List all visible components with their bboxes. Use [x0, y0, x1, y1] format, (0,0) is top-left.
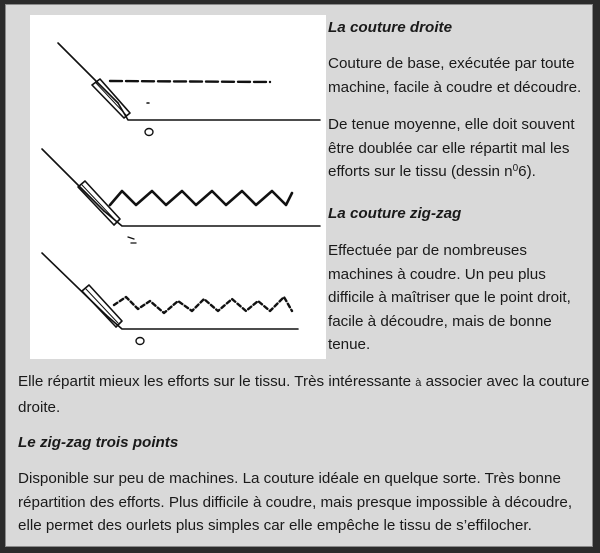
straight-para-2: [328, 113, 593, 184]
article-frame: [5, 4, 593, 547]
zigzag-para-2-end: associer avec la couture droite.: [18, 373, 590, 416]
straight-para-2-sup: 0: [512, 163, 519, 174]
straight-stitch-drawing: [58, 43, 320, 136]
straight-para-1: Couture de base, exécutée par toute machine, facile à coudre et découdre.: [328, 55, 582, 96]
straight-para-2-text: De tenue moyenne, elle doit souvent être doublée car elle répartit mal les efforts sur le tissu (dessin n: [328, 116, 575, 180]
zigzag-para-1: Effectuée par de nombreuses machines à coudre. Un peu plus difficile à maîtriser que le point droit, facile à découdre, mais de bonne tenue.: [328, 242, 571, 353]
three-point-zigzag-drawing: [42, 253, 298, 345]
heading-zigzag: La couture zig-zag: [328, 205, 462, 222]
heading-straight: La couture droite: [328, 19, 453, 36]
straight-para-2-end: 6).: [518, 163, 536, 180]
zigzag-stitch-drawing: [42, 149, 320, 243]
section-three-point-title: [18, 431, 590, 455]
zigzag-para-2-text: Elle répartit mieux les efforts sur le tissu. Très intéressante: [18, 373, 416, 390]
three-point-para-1: Disponible sur peu de machines. La couture idéale en quelque sorte. Très bonne répartition des efforts. Plus difficile à coudre, mais presque impossible à découdre, elle permet des ourlets plus simples car elle empêche le tissu de s’effilocher.: [18, 470, 573, 534]
heading-three-point: Le zig-zag trois points: [18, 434, 179, 451]
stitch-illustration: [30, 15, 326, 359]
zigzag-para-2-small: à: [415, 377, 422, 389]
section-straight-title: [328, 16, 593, 40]
zigzag-para-2: [18, 370, 590, 419]
section-zigzag-title: [328, 202, 593, 226]
